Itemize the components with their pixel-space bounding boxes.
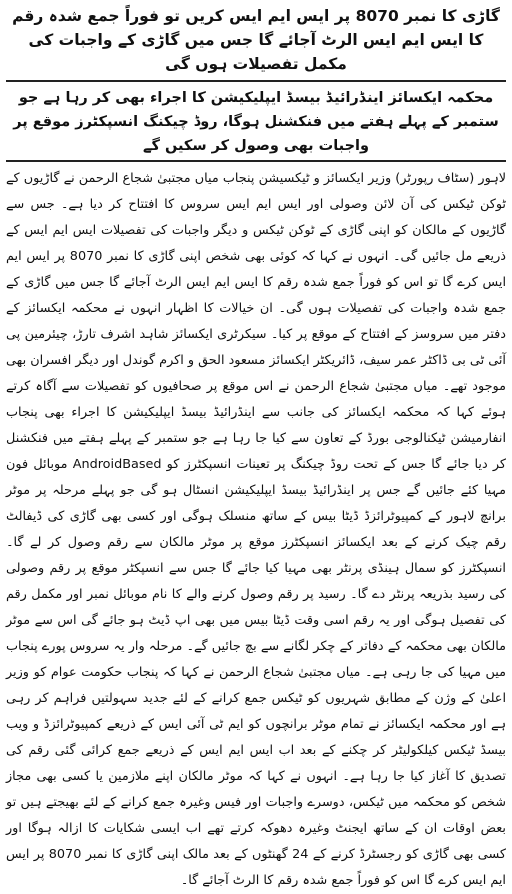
- headline-sub: محکمہ ایکسائز اینڈرائیڈ بیسڈ ایپلیکیشن کا اجراء بھی کر رہا ہے جو ستمبر کے پہلے ہفتے میں فنکشنل ہوگا، روڈ چیکنگ انسپکٹرز موقع پر واجبات بھی وصول کر سکیں گے: [13, 90, 499, 154]
- article-paragraph: لاہور (سٹاف رپورٹر) وزیر ایکسائز و ٹیکسیشن پنجاب میاں مجتبیٰ شجاع الرحمن نے گاڑیوں کے ٹوکن ٹیکس کی آن لائن وصولی اور ایس ایم ایس سروس کا افتتاح کر دیا ہے۔ جس سے گاڑیوں کے مالکان کو اپنی گاڑی کے ٹوکن ٹیکس و دیگر واجبات کی تفصیلات ایس ایم ایس کے ذریعے مل جائیں گی۔ انہوں نے کہا کہ کوئی بھی شخص اپنی گاڑی کا نمبر 8070 پر ایس ایم ایس کرے گا تو اس کو فوراً جمع شدہ رقم کا ایس ایم ایس الرٹ آجائے گا جس میں گاڑی کے جمع شدہ واجبات کی تفصیلات ہوں گی۔ ان خیالات کا اظہار انہوں نے محکمہ ایکسائز کے دفتر میں سروسز کے افتتاح کے موقع پر کیا۔ سیکرٹری ایکسائز شاہد اشرف تارڑ، چیئرمین پی آئی ٹی بی ڈاکٹر عمر سیف، ڈائریکٹر ایکسائز مسعود الحق و اکرم گوندل اور دیگر افسران بھی موجود تھے۔ میاں مجتبیٰ شجاع الرحمن نے اس موقع پر صحافیوں کو تفصیلات سے آگاہ کرتے ہوئے کہا کہ محکمہ ایکسائز کی جانب سے اینڈرائیڈ بیسڈ ایپلیکیشن کا اجراء بھی پنجاب انفارمیشن ٹیکنالوجی بورڈ کے تعاون سے کیا جا رہا ہے جو ستمبر کے پہلے ہفتے میں فنکشنل کر دیا جائے گا جس کے تحت روڈ چیکنگ پر تعینات انسپکٹرز کو AndroidBased موبائل فون مہیا کئے جائیں گے جس پر اینڈرائیڈ بیسڈ ایپلیکیشن انسٹال ہو گی جو پہلے مرحلہ پر موٹر برانچ لاہور کے کمپیوٹرائزڈ ڈیٹا بیس کے ساتھ منسلک ہوگی اور کسی بھی گاڑی کی ڈیفالٹ رقم چیک کرنے کے بعد ایکسائز انسپکٹرز موقع پر موٹر مالکان سے رقم وصول کر لے گا۔ انسپکٹرز کو سمال ہینڈی پرنٹر بھی مہیا کیا جائے گا جس سے انسپکٹر موقع پر رقم وصولی کی رسید بذریعہ پرنٹر دے گا۔ رسید پر رقم وصول کرنے والے کا نام موبائل نمبر اور مکمل رقم کی تفصیل ہوگی اور یہ رقم اسی وقت ڈیٹا بیس میں بھی اپ ڈیٹ ہو جائے گی اس سے موٹر مالکان بھی محکمہ کے دفاتر کے چکر لگانے سے بچ جائیں گے۔ مرحلہ وار یہ سروس پورے پنجاب میں مہیا کی جا رہی ہے۔ میاں مجتبیٰ شجاع الرحمن نے کہا کہ پنجاب حکومت عوام کو وزیر اعلیٰ کے وژن کے مطابق شہریوں کو ٹیکس جمع کرانے کے لئے جدید سہولتیں فراہم کر رہی ہے اور محکمہ ایکسائز نے تمام موٹر برانچوں کو ایم ٹی آئی ایس کے ذریعے کمپیوٹرائزڈ و ویب بیسڈ ٹیکس کیلکولیٹر کر چکنے کے بعد اب ایس ایم ایس کے ذریعے جمع کرائی گئی رقم کی تصدیق کا آغاز کیا جا رہا ہے۔ انہوں نے کہا کہ موٹر مالکان اپنے ملازمین یا کسی بھی مجاز شخص کو محکمہ میں ٹیکس، دوسرے واجبات اور فیس وغیرہ جمع کرانے کے لئے بھیجتے ہیں تو بعض اوقات ان کے ساتھ ایجنٹ وغیرہ دھوکہ کرتے تھے اب ایسی شکایات کا ازالہ ہوگا اور کسی بھی گاڑی کو رجسٹرڈ کرنے کے 24 گھنٹوں کے بعد مالک اپنی گاڑی کا نمبر 8070 پر ایس ایم ایس کرے گا اس کو فوراً جمع شدہ رقم کا الرٹ آجائے گا۔: [6, 171, 506, 888]
- headline-main: گاڑی کا نمبر 8070 پر ایس ایم ایس کریں تو فوراً جمع شدہ رقم کا ایس ایم ایس الرٹ آجائے گا جس میں گاڑی کے واجبات کی مکمل تفصیلات ہوں گی: [12, 7, 500, 73]
- article-body: [6, 166, 506, 894]
- divider-bottom: [6, 160, 506, 162]
- divider-top: [6, 80, 506, 82]
